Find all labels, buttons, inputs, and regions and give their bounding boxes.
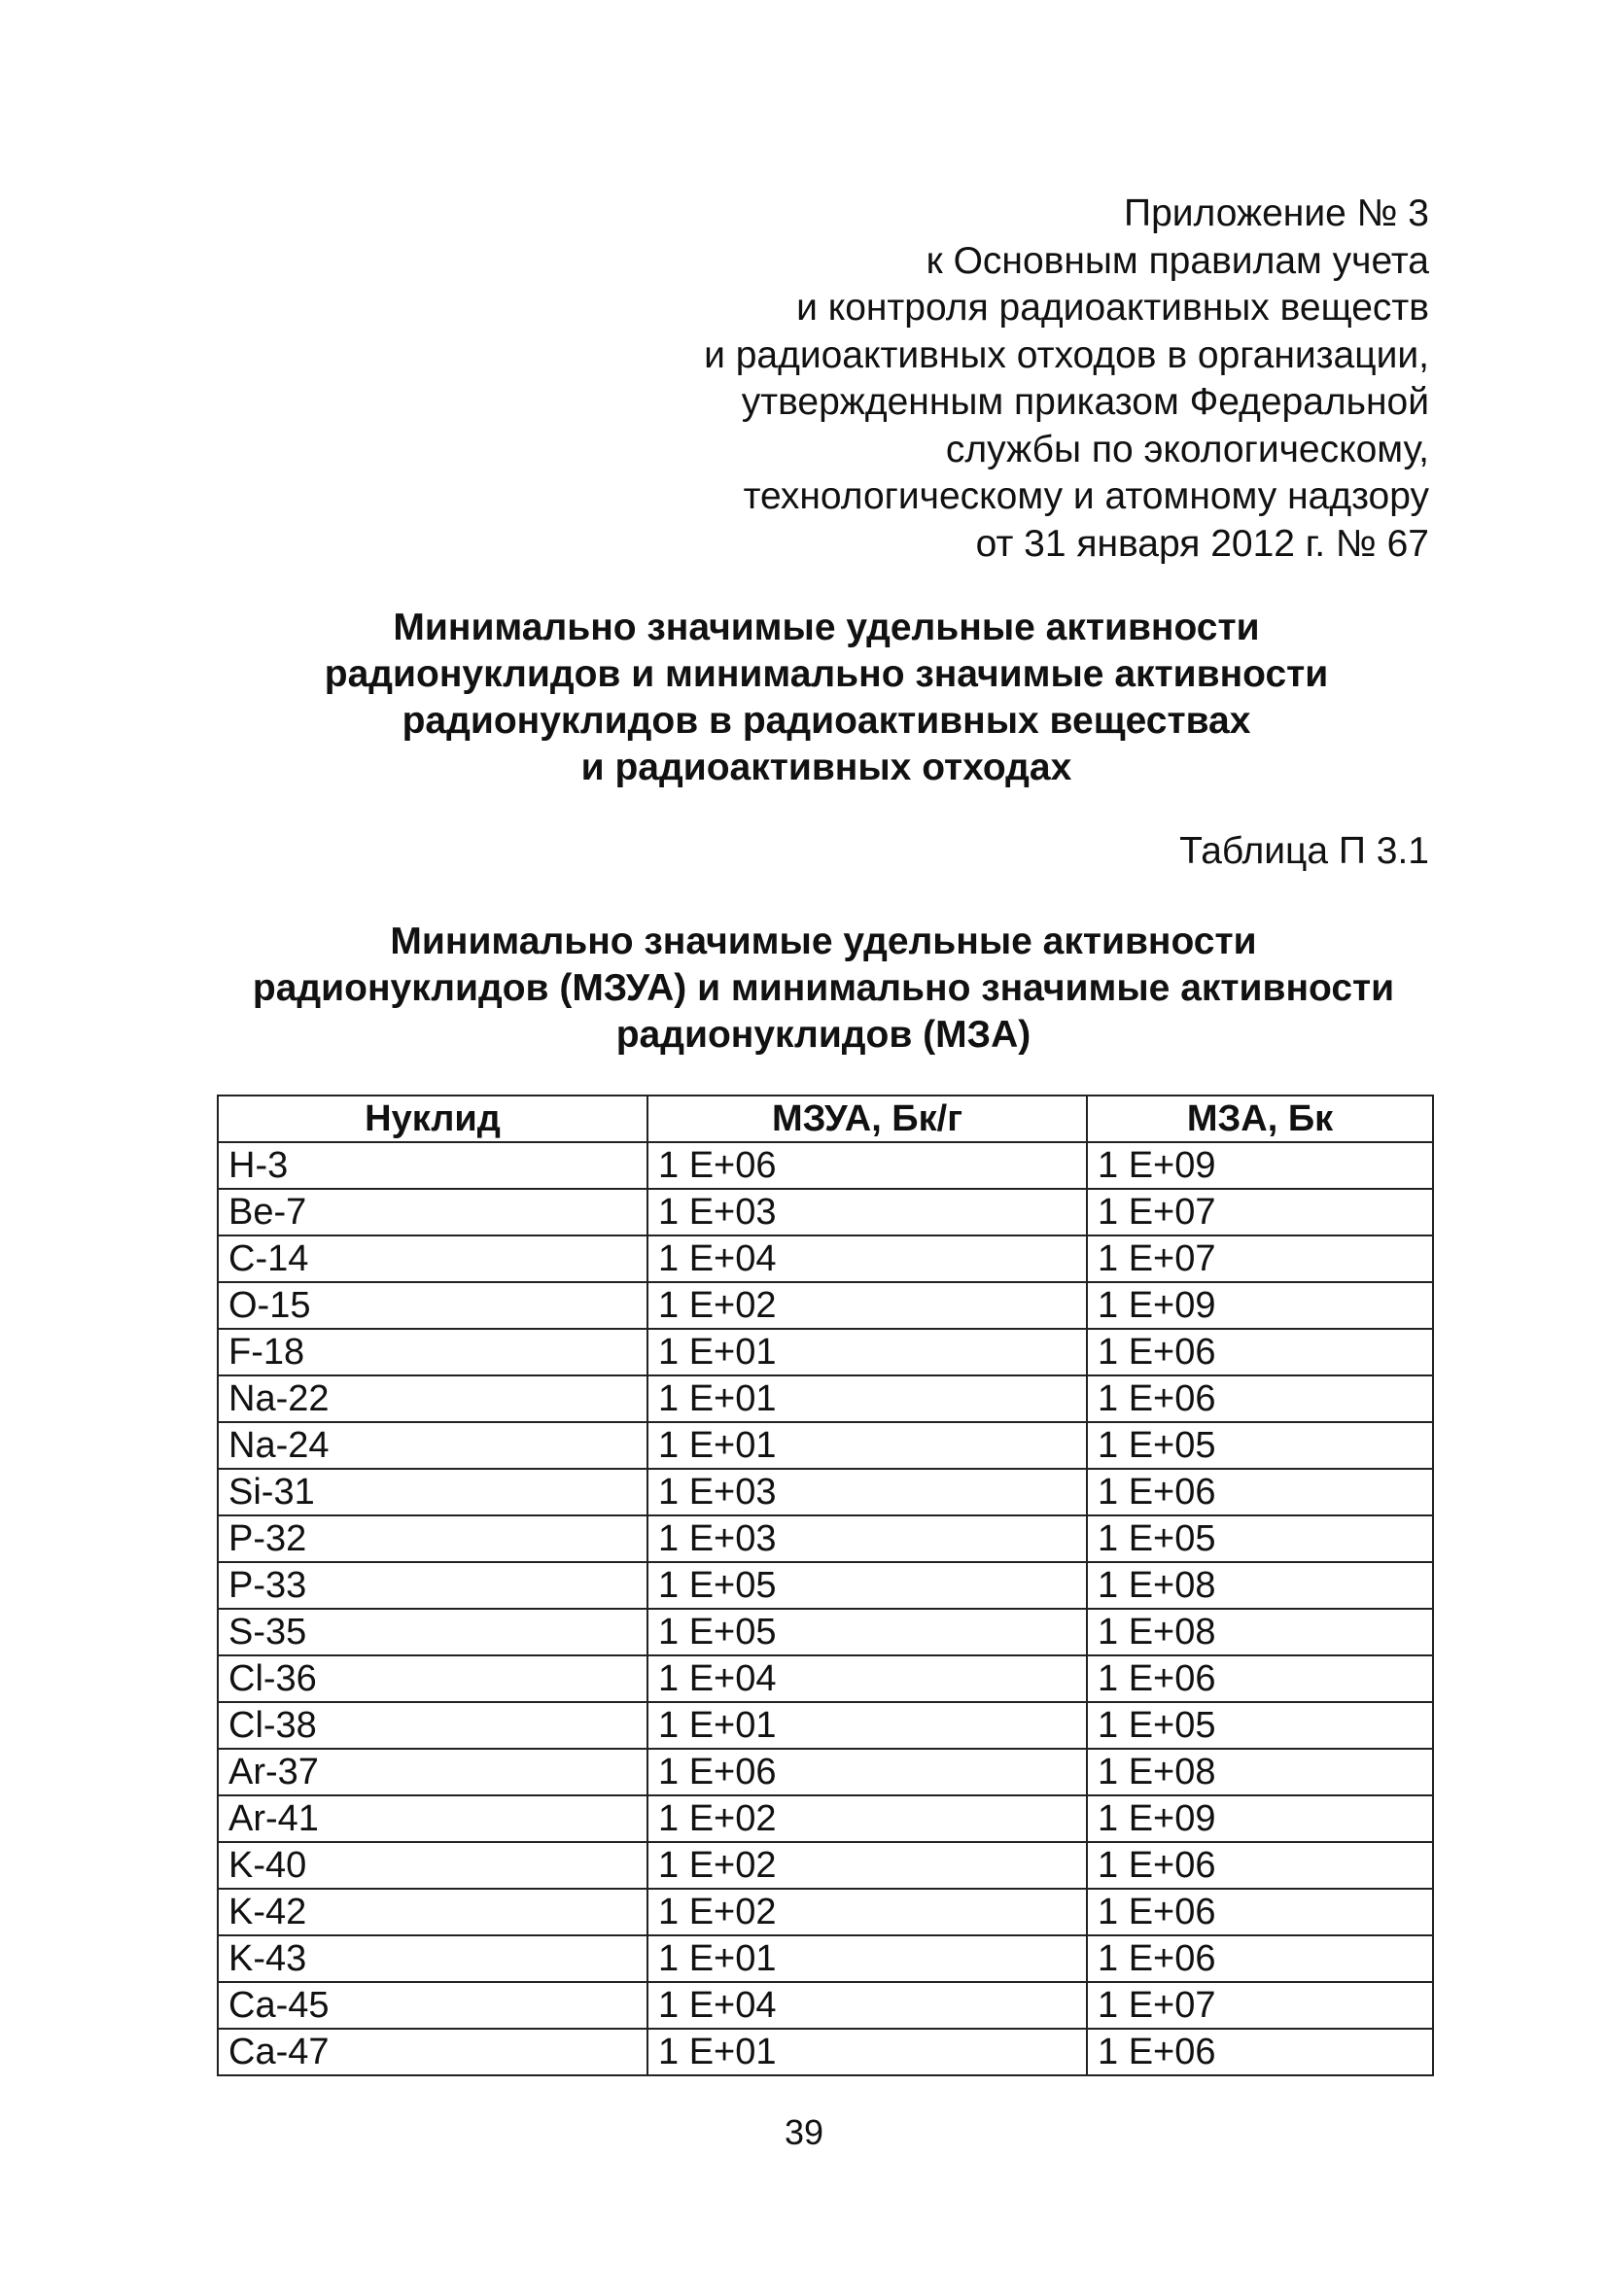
specific-activity-cell: 1 E+01 — [647, 1935, 1087, 1982]
table-row — [218, 1515, 1433, 1562]
nuclide-cell: H-3 — [218, 1142, 647, 1189]
appendix-line: Приложение № 3 — [1124, 192, 1429, 234]
table-title-line: радионуклидов (МЗУА) и минимально значимые активности — [252, 967, 1395, 1009]
specific-activity-cell: 1 E+01 — [647, 1702, 1087, 1749]
appendix-line: и радиоактивных отходов в организации, — [704, 333, 1429, 376]
nuclide-cell: Na-24 — [218, 1422, 647, 1469]
activity-cell: 1 E+09 — [1087, 1282, 1433, 1329]
table-row — [218, 1982, 1433, 2029]
appendix-line: утвержденным приказом Федеральной — [741, 381, 1429, 423]
table-row — [218, 1749, 1433, 1795]
activity-cell: 1 E+08 — [1087, 1749, 1433, 1795]
specific-activity-cell: 1 E+03 — [647, 1515, 1087, 1562]
activity-cell: 1 E+05 — [1087, 1702, 1433, 1749]
table-label: Таблица П 3.1 — [1179, 830, 1429, 872]
specific-activity-cell: 1 E+05 — [647, 1609, 1087, 1655]
activity-cell: 1 E+05 — [1087, 1515, 1433, 1562]
specific-activity-cell: 1 E+01 — [647, 1422, 1087, 1469]
nuclide-cell: K-43 — [218, 1935, 647, 1982]
table-row — [218, 1375, 1433, 1422]
table-row — [218, 1142, 1433, 1189]
page-number: 39 — [784, 2112, 824, 2152]
column-header-specific-activity: МЗУА, Бк/г — [647, 1096, 1087, 1142]
nuclide-cell: Cl-36 — [218, 1655, 647, 1702]
activity-cell: 1 E+06 — [1087, 1469, 1433, 1515]
nuclide-cell: K-40 — [218, 1842, 647, 1889]
specific-activity-cell: 1 E+02 — [647, 1842, 1087, 1889]
activity-cell: 1 E+09 — [1087, 1795, 1433, 1842]
appendix-line: к Основным правилам учета — [926, 239, 1429, 282]
table-row — [218, 2029, 1433, 2075]
table-row — [218, 1282, 1433, 1329]
specific-activity-cell: 1 E+03 — [647, 1189, 1087, 1235]
specific-activity-cell: 1 E+04 — [647, 1655, 1087, 1702]
table-row — [218, 1842, 1433, 1889]
nuclide-cell: P-32 — [218, 1515, 647, 1562]
nuclide-cell: O-15 — [218, 1282, 647, 1329]
specific-activity-cell: 1 E+06 — [647, 1749, 1087, 1795]
nuclide-cell: C-14 — [218, 1235, 647, 1282]
table-title-line: радионуклидов (МЗА) — [615, 1014, 1031, 1056]
activity-cell: 1 E+06 — [1087, 1375, 1433, 1422]
specific-activity-cell: 1 E+03 — [647, 1469, 1087, 1515]
activity-cell: 1 E+06 — [1087, 1935, 1433, 1982]
activity-cell: 1 E+06 — [1087, 2029, 1433, 2075]
nuclide-cell: Ca-47 — [218, 2029, 647, 2075]
table-row — [218, 1189, 1433, 1235]
nuclide-cell: Be-7 — [218, 1189, 647, 1235]
nuclide-cell: Ar-37 — [218, 1749, 647, 1795]
specific-activity-cell: 1 E+05 — [647, 1562, 1087, 1609]
activity-cell: 1 E+07 — [1087, 1982, 1433, 2029]
table-row — [218, 1609, 1433, 1655]
table-row — [218, 1889, 1433, 1935]
appendix-line: технологическому и атомному надзору — [743, 475, 1429, 517]
document-title-line: и радиоактивных отходах — [580, 747, 1072, 788]
table-row — [218, 1235, 1433, 1282]
activity-cell: 1 E+06 — [1087, 1889, 1433, 1935]
specific-activity-cell: 1 E+04 — [647, 1235, 1087, 1282]
specific-activity-cell: 1 E+01 — [647, 2029, 1087, 2075]
activity-cell: 1 E+08 — [1087, 1562, 1433, 1609]
specific-activity-cell: 1 E+02 — [647, 1795, 1087, 1842]
specific-activity-cell: 1 E+02 — [647, 1282, 1087, 1329]
nuclide-cell: Si-31 — [218, 1469, 647, 1515]
appendix-header — [360, 191, 1429, 568]
nuclide-activity-table — [217, 1095, 1434, 2076]
specific-activity-cell: 1 E+01 — [647, 1375, 1087, 1422]
specific-activity-cell: 1 E+01 — [647, 1329, 1087, 1375]
nuclide-cell: Ar-41 — [218, 1795, 647, 1842]
nuclide-cell: P-33 — [218, 1562, 647, 1609]
table-row — [218, 1702, 1433, 1749]
nuclide-cell: Ca-45 — [218, 1982, 647, 2029]
activity-cell: 1 E+06 — [1087, 1329, 1433, 1375]
table-row — [218, 1795, 1433, 1842]
table-row — [218, 1562, 1433, 1609]
activity-cell: 1 E+05 — [1087, 1422, 1433, 1469]
column-header-activity: МЗА, Бк — [1087, 1096, 1433, 1142]
table-title-line: Минимально значимые удельные активности — [390, 921, 1257, 962]
table-title — [216, 919, 1431, 1059]
activity-cell: 1 E+09 — [1087, 1142, 1433, 1189]
specific-activity-cell: 1 E+04 — [647, 1982, 1087, 2029]
document-title-line: Минимально значимые удельные активности — [393, 607, 1260, 648]
activity-cell: 1 E+07 — [1087, 1235, 1433, 1282]
appendix-line: от 31 января 2012 г. № 67 — [975, 522, 1429, 565]
document-title-line: радионуклидов в радиоактивных веществах — [402, 700, 1251, 742]
table-header-row — [218, 1096, 1433, 1142]
activity-cell: 1 E+06 — [1087, 1842, 1433, 1889]
specific-activity-cell: 1 E+02 — [647, 1889, 1087, 1935]
activity-cell: 1 E+08 — [1087, 1609, 1433, 1655]
appendix-line: и контроля радиоактивных веществ — [796, 287, 1429, 329]
activity-cell: 1 E+07 — [1087, 1189, 1433, 1235]
column-header-nuclide: Нуклид — [218, 1096, 647, 1142]
document-title-line: радионуклидов и минимально значимые активности — [324, 653, 1329, 695]
nuclide-cell: Na-22 — [218, 1375, 647, 1422]
specific-activity-cell: 1 E+06 — [647, 1142, 1087, 1189]
activity-cell: 1 E+06 — [1087, 1655, 1433, 1702]
appendix-line: службы по экологическому, — [945, 428, 1429, 470]
table-row — [218, 1422, 1433, 1469]
nuclide-cell: F-18 — [218, 1329, 647, 1375]
nuclide-cell: K-42 — [218, 1889, 647, 1935]
table-row — [218, 1655, 1433, 1702]
nuclide-cell: S-35 — [218, 1609, 647, 1655]
table-row — [218, 1329, 1433, 1375]
document-title — [272, 605, 1381, 791]
table-row — [218, 1935, 1433, 1982]
table-row — [218, 1469, 1433, 1515]
nuclide-cell: Cl-38 — [218, 1702, 647, 1749]
